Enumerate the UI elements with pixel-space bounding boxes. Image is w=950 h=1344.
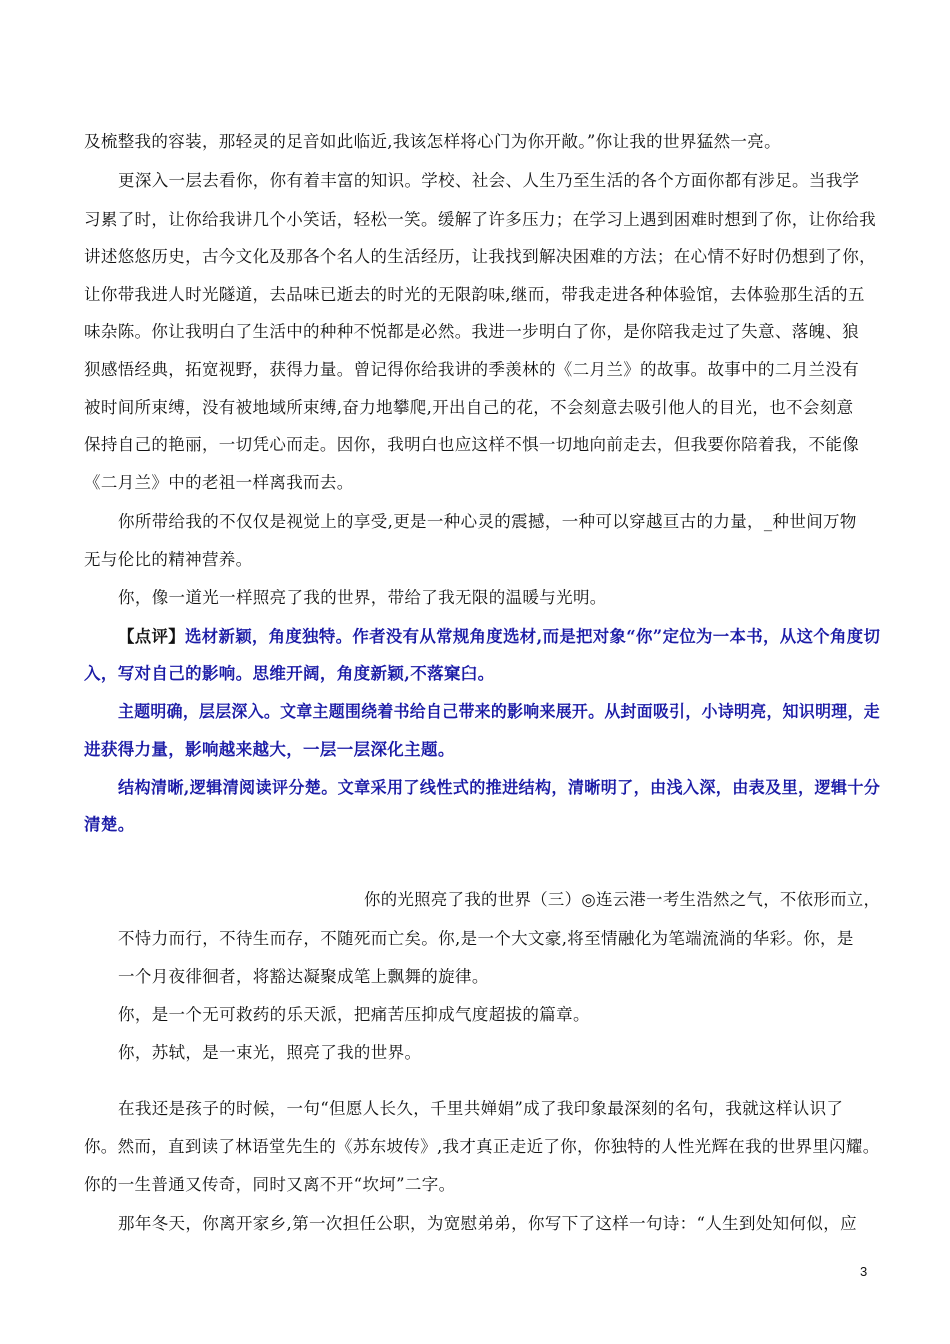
body-line: 你，是一个无可救药的乐天派，把痛苦压抑成气度超拔的篇章。	[118, 1005, 590, 1024]
comment-line	[118, 623, 880, 647]
body-line: 讲述悠悠历史，古今文化及那各个名人的生活经历，让我找到解决困难的方法；在心情不好时仍想到了你，	[84, 247, 876, 266]
body-line: 你所带给我的不仅仅是视觉上的享受,更是一种心灵的震撼，一种可以穿越亘古的力量，_种世间万物	[118, 512, 857, 531]
body-line: 不恃力而行，不待生而存，不随死而亡矣。你,是一个大文豪,将至情融化为笔端流淌的华彩。你，是	[118, 929, 854, 948]
comment-line: 清楚。	[84, 815, 135, 834]
body-line: 及梳整我的容装，那轻灵的足音如此临近,我该怎样将心门为你开敞。”你让我的世界猛然一亮。	[84, 132, 781, 151]
body-line: 习累了时，让你给我讲几个小笑话，轻松一笑。缓解了许多压力；在学习上遇到困难时想到了你，让你给我	[84, 210, 876, 229]
body-line: 被时间所束缚，没有被地域所束缚,奋力地攀爬,开出自己的花，不会刻意去吸引他人的目光，也不会刻意	[84, 398, 854, 417]
comment-line: 主题明确，层层深入。文章主题围绕着书给自己带来的影响来展开。从封面吸引，小诗明亮，知识明理，走	[118, 702, 880, 721]
comment-line: 结构清晰,逻辑清阅读评分楚。文章采用了线性式的推进结构，清晰明了，由浅入深，由表及里，逻辑十分	[118, 778, 881, 797]
body-line: 无与伦比的精神营养。	[84, 550, 253, 569]
body-line: 一个月夜徘徊者，将豁达凝聚成笔上飘舞的旋律。	[118, 967, 489, 986]
page-number: 3	[860, 1264, 868, 1279]
body-line: 你，像一道光一样照亮了我的世界，带给了我无限的温暖与光明。	[118, 588, 607, 607]
comment-label: 【点评】	[118, 627, 185, 646]
body-line: 保持自己的艳丽，一切凭心而走。因你，我明白也应这样不惧一切地向前走去，但我要你陪着我，不能像	[84, 435, 860, 454]
essay-title-line: 你的光照亮了我的世界（三）◎连云港一考生浩然之气，不依形而立，	[364, 890, 881, 909]
body-line: 在我还是孩子的时候，一句“但愿人长久，千里共婵娟”成了我印象最深刻的名句，我就这样认识了	[118, 1099, 844, 1118]
body-line: 《二月兰》中的老祖一样离我而去。	[84, 473, 354, 492]
comment-line: 入，写对自己的影响。思维开阔，角度新颖,不落窠臼。	[84, 664, 495, 683]
body-line: 味杂陈。你让我明白了生活中的种种不悦都是必然。我进一步明白了你，是你陪我走过了失意、落魄、狼	[84, 322, 860, 341]
body-line: 那年冬天，你离开家乡,第一次担任公职，为宽慰弟弟，你写下了这样一句诗：“人生到处知何似，应	[118, 1214, 857, 1233]
body-line: 你的一生普通又传奇，同时又离不开“坎坷”二字。	[84, 1175, 456, 1194]
comment-text: 选材新颖，角度独特。作者没有从常规角度选材,而是把对象“你”定位为一本书，从这个角度切	[184, 627, 881, 646]
body-line: 让你带我进人时光隧道，去品味已逝去的时光的无限韵味,继而，带我走进各种体验馆，去体验那生活的五	[84, 285, 865, 304]
body-line: 狈感悟经典，拓宽视野，获得力量。曾记得你给我讲的季羡林的《二月兰》的故事。故事中的二月兰没有	[84, 360, 860, 379]
comment-line: 进获得力量，影响越来越大，一层一层深化主题。	[84, 740, 455, 759]
body-line: 你，苏轼，是一束光，照亮了我的世界。	[118, 1043, 422, 1062]
body-line: 你。然而，直到读了林语堂先生的《苏东坡传》,我才真正走近了你，你独特的人性光辉在我的世界里闪耀。	[84, 1137, 880, 1156]
body-line: 更深入一层去看你，你有着丰富的知识。学校、社会、人生乃至生活的各个方面你都有涉足。当我学	[118, 171, 860, 190]
